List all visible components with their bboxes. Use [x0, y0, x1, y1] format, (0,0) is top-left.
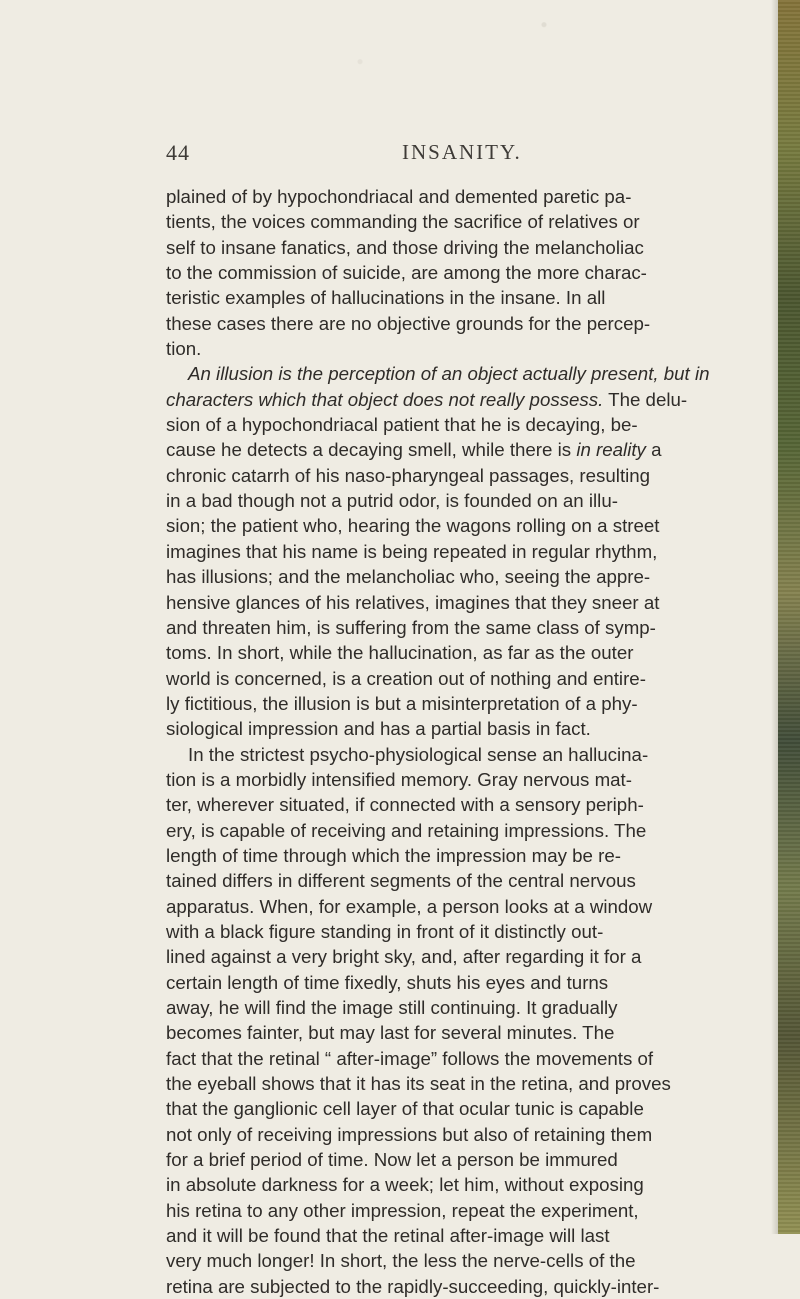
paragraph-3: [166, 742, 714, 1299]
text-line: plained of by hypochondriacal and demented paretic pa-: [166, 186, 632, 207]
text-line: to the commission of suicide, are among the more charac-: [166, 262, 647, 284]
text-line: certain length of time fixedly, shuts his eyes and turns: [166, 971, 609, 993]
italic-definition-end: characters which that object does not really possess.: [166, 388, 604, 410]
text-line: fact that the retinal “ after-image” follows the movements of: [166, 1047, 654, 1069]
text-line: ly fictitious, the illusion is but a misinterpretation of a phy-: [166, 692, 638, 714]
text-line: hensive glances of his relatives, imagines that they sneer at: [166, 591, 660, 613]
text-line: cause he detects a decaying smell, while there is: [166, 439, 577, 461]
text-line: and threaten him, is suffering from the same class of symp-: [166, 616, 656, 638]
text-line: The delu-: [603, 388, 688, 410]
page-header: [166, 140, 726, 170]
text-line: becomes fainter, but may last for several minutes. The: [166, 1022, 615, 1044]
paragraph-2: [166, 361, 714, 741]
text-line: siological impression and has a partial basis in fact.: [166, 718, 591, 740]
text-line: has illusions; and the melancholiac who, seeing the appre-: [166, 566, 651, 588]
text-line: world is concerned, is a creation out of nothing and entire-: [166, 667, 646, 689]
running-title: INSANITY.: [402, 140, 522, 164]
text-line: chronic catarrh of his naso-pharyngeal passages, resulting: [166, 464, 651, 486]
text-line: with a black figure standing in front of it distinctly out-: [166, 920, 604, 942]
text-line: tion is a morbidly intensified memory. Gray nervous mat-: [166, 768, 632, 790]
text-line: teristic examples of hallucinations in the insane. In all: [166, 287, 606, 309]
text-line: apparatus. When, for example, a person looks at a window: [166, 895, 653, 917]
italic-definition-start: An illusion is the perception of an object actually present, but in: [188, 363, 710, 385]
text-line: the eyeball shows that it has its seat in the retina, and proves: [166, 1073, 671, 1095]
text-line: length of time through which the impression may be re-: [166, 844, 621, 866]
text-line: very much longer! In short, the less the nerve-cells of the: [166, 1250, 636, 1272]
text-line: away, he will find the image still continuing. It gradually: [166, 997, 618, 1018]
main-text: [166, 184, 714, 1299]
text-line: In the strictest psycho-physiological sense an hallucina-: [188, 743, 649, 765]
text-line: sion; the patient who, hearing the wagons rolling on a street: [166, 515, 660, 537]
text-line: tion.: [166, 338, 202, 360]
text-line: sion of a hypochondriacal patient that he is decaying, be-: [166, 414, 638, 436]
italic-phrase: in reality: [576, 439, 646, 461]
text-line: not only of receiving impressions but also of retaining them: [166, 1123, 653, 1145]
text-line: that the ganglionic cell layer of that ocular tunic is capable: [166, 1098, 644, 1120]
text-line: in absolute darkness for a week; let him, without exposing: [166, 1174, 644, 1196]
text-line: ery, is capable of receiving and retaining impressions. The: [166, 819, 647, 841]
page-number: 44: [166, 140, 190, 165]
text-line: and it will be found that the retinal after-image will last: [166, 1225, 610, 1247]
text-line: for a brief period of time. Now let a person be immured: [166, 1149, 618, 1171]
text-line: these cases there are no objective grounds for the percep-: [166, 312, 651, 334]
text-line: ter, wherever situated, if connected with a sensory periph-: [166, 794, 644, 816]
book-edge: [778, 0, 800, 1234]
text-line: his retina to any other impression, repeat the experiment,: [166, 1199, 639, 1221]
text-line: in a bad though not a putrid odor, is founded on an illu-: [166, 490, 618, 512]
text-line: toms. In short, while the hallucination, as far as the outer: [166, 642, 634, 664]
text-line: retina are subjected to the rapidly-succeeding, quickly-inter-: [166, 1275, 660, 1297]
text-line: self to insane fanatics, and those driving the melancholiac: [166, 236, 644, 258]
text-line: lined against a very bright sky, and, after regarding it for a: [166, 946, 642, 968]
text-line: tained differs in different segments of the central nervous: [166, 870, 636, 892]
text-line: a: [645, 439, 662, 461]
text-line: tients, the voices commanding the sacrifice of relatives or: [166, 211, 640, 233]
text-line: imagines that his name is being repeated in regular rhythm,: [166, 540, 658, 562]
paragraph-1: [166, 184, 714, 361]
